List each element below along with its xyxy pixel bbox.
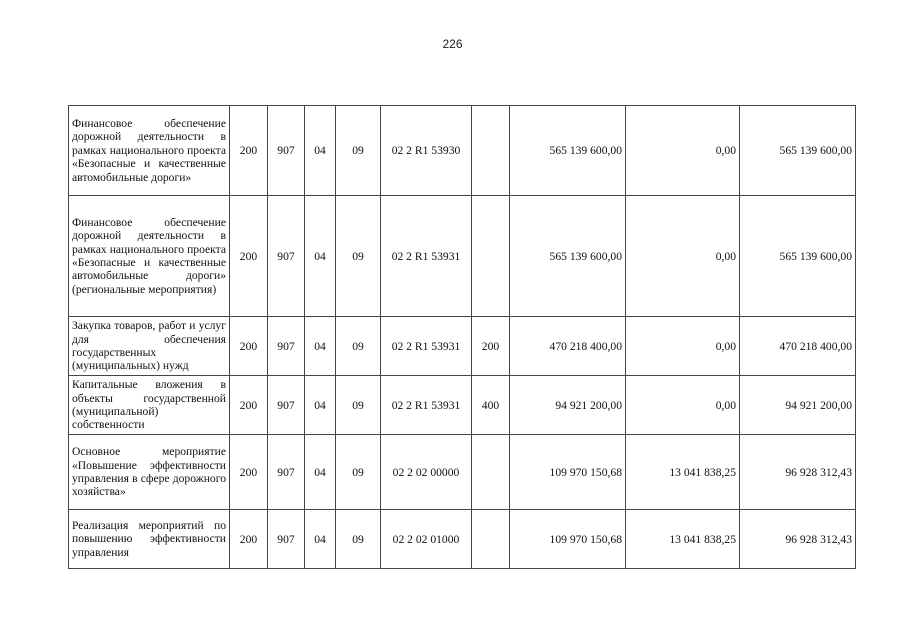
- amount-cell: 470 218 400,00: [740, 317, 856, 376]
- amount-cell: 565 139 600,00: [740, 106, 856, 196]
- code-cell: 04: [305, 196, 336, 317]
- amount-cell: 565 139 600,00: [740, 196, 856, 317]
- code-cell: 907: [268, 196, 305, 317]
- amount-cell: 13 041 838,25: [626, 510, 740, 569]
- amount-cell: 565 139 600,00: [510, 196, 626, 317]
- target-article-cell: 02 2 R1 53931: [381, 376, 472, 435]
- target-article-cell: 02 2 R1 53931: [381, 317, 472, 376]
- row-description: Финансовое обеспечение дорожной деятельности в рамках национального проекта «Безопасные и качественные автомобильные дороги»: [69, 106, 230, 196]
- code-cell: 200: [230, 196, 268, 317]
- target-article-cell: 02 2 02 01000: [381, 510, 472, 569]
- code-cell: 200: [230, 106, 268, 196]
- table-row: [69, 376, 856, 435]
- amount-cell: 94 921 200,00: [740, 376, 856, 435]
- row-description: Основное мероприятие «Повышение эффективности управления в сфере дорожного хозяйства»: [69, 435, 230, 510]
- code-cell: 04: [305, 317, 336, 376]
- target-article-cell: 02 2 R1 53930: [381, 106, 472, 196]
- table-row: [69, 106, 856, 196]
- amount-cell: 96 928 312,43: [740, 435, 856, 510]
- code-cell: 200: [230, 435, 268, 510]
- table-row: [69, 510, 856, 569]
- expense-type-cell: [472, 435, 510, 510]
- code-cell: 907: [268, 510, 305, 569]
- table-row: [69, 196, 856, 317]
- page-number: 226: [442, 37, 463, 51]
- code-cell: 200: [230, 510, 268, 569]
- amount-cell: 470 218 400,00: [510, 317, 626, 376]
- code-cell: 907: [268, 106, 305, 196]
- table-row: [69, 317, 856, 376]
- row-description: Закупка товаров, работ и услуг для обеспечения государственных (муниципальных) нужд: [69, 317, 230, 376]
- amount-cell: 0,00: [626, 376, 740, 435]
- code-cell: 907: [268, 435, 305, 510]
- target-article-cell: 02 2 02 00000: [381, 435, 472, 510]
- expense-type-cell: [472, 106, 510, 196]
- code-cell: 09: [336, 106, 381, 196]
- code-cell: 907: [268, 376, 305, 435]
- code-cell: 09: [336, 376, 381, 435]
- row-description: Капитальные вложения в объекты государственной (муниципальной) собственности: [69, 376, 230, 435]
- budget-table: [68, 105, 856, 569]
- code-cell: 04: [305, 435, 336, 510]
- amount-cell: 109 970 150,68: [510, 510, 626, 569]
- code-cell: 04: [305, 106, 336, 196]
- code-cell: 04: [305, 510, 336, 569]
- expense-type-cell: 400: [472, 376, 510, 435]
- code-cell: 200: [230, 376, 268, 435]
- expense-type-cell: [472, 510, 510, 569]
- amount-cell: 565 139 600,00: [510, 106, 626, 196]
- row-description: Финансовое обеспечение дорожной деятельности в рамках национального проекта «Безопасные и качественные автомобильные дороги» (региональные мероприятия): [69, 196, 230, 317]
- expense-type-cell: [472, 196, 510, 317]
- amount-cell: 0,00: [626, 317, 740, 376]
- row-description: Реализация мероприятий по повышению эффективности управления: [69, 510, 230, 569]
- code-cell: 04: [305, 376, 336, 435]
- amount-cell: 0,00: [626, 196, 740, 317]
- code-cell: 200: [230, 317, 268, 376]
- code-cell: 09: [336, 510, 381, 569]
- amount-cell: 0,00: [626, 106, 740, 196]
- table-row: [69, 435, 856, 510]
- amount-cell: 13 041 838,25: [626, 435, 740, 510]
- amount-cell: 96 928 312,43: [740, 510, 856, 569]
- expense-type-cell: 200: [472, 317, 510, 376]
- target-article-cell: 02 2 R1 53931: [381, 196, 472, 317]
- code-cell: 09: [336, 196, 381, 317]
- code-cell: 907: [268, 317, 305, 376]
- code-cell: 09: [336, 317, 381, 376]
- amount-cell: 109 970 150,68: [510, 435, 626, 510]
- amount-cell: 94 921 200,00: [510, 376, 626, 435]
- code-cell: 09: [336, 435, 381, 510]
